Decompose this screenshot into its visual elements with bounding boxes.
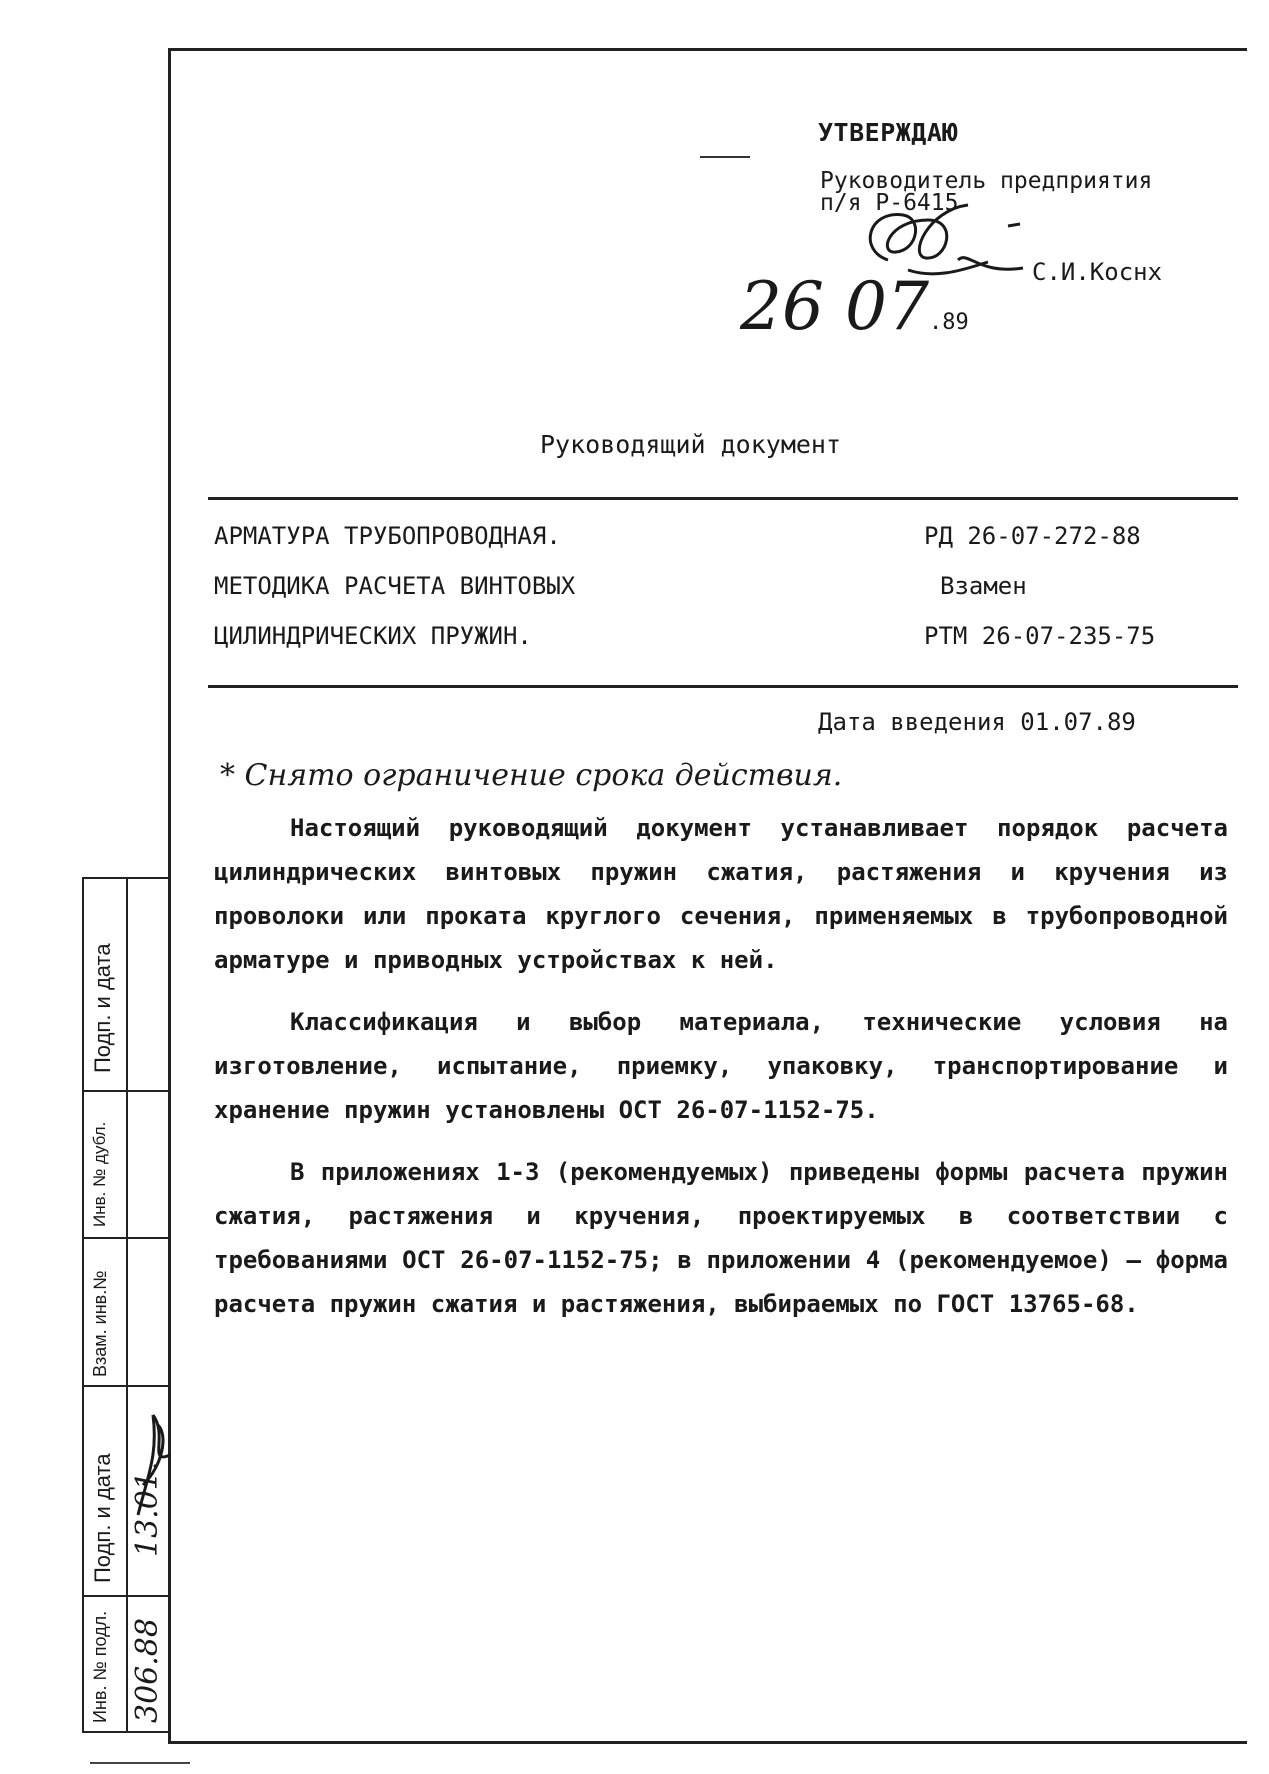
- approval-date: [740, 268, 969, 345]
- approval-date-handwritten: 26 07: [740, 268, 929, 345]
- title-line-1: АРМАТУРА ТРУБОПРОВОДНАЯ.: [214, 522, 561, 550]
- approval-date-year: .89: [928, 310, 969, 335]
- bottom-margin-mark: [90, 1762, 190, 1764]
- approval-heading: УТВЕРЖДАЮ: [818, 118, 958, 147]
- title-line-3: ЦИЛИНДРИЧЕСКИХ ПРУЖИН.: [214, 622, 532, 650]
- document-code: РД 26-07-272-88: [924, 522, 1141, 550]
- stamp-value-sign-date: 13.01.: [130, 1461, 165, 1557]
- stamp-field-sign-date-2: Подп. и дата: [90, 1453, 115, 1583]
- paragraph-2: Классификация и выбор материала, технические условия на изготовление, испытание, приемку, упаковку, транспортирование и хранение пружин установлены ОСТ 26-07-1152-75.: [214, 1008, 1228, 1124]
- introduction-date: Дата введения 01.07.89: [818, 708, 1136, 736]
- document-type: Руководящий документ: [540, 430, 842, 459]
- replaces-label: Взамен: [940, 572, 1027, 600]
- approval-position-line1: Руководитель предприятия: [820, 168, 1153, 194]
- stamp-field-dup-inv: Инв. № дубл.: [90, 1121, 109, 1227]
- paragraph-1: Настоящий руководящий документ устанавливает порядок расчета цилиндрических винтовых пружин сжатия, растяжения и кручения из проволоки или проката круглого сечения, применяемых в трубопроводной арматуре и приводных устройствах к ней.: [214, 814, 1228, 974]
- title-rule-top: [208, 497, 1238, 500]
- stamp-field-sign-date-1: Подп. и дата: [90, 943, 115, 1073]
- title-line-2: МЕТОДИКА РАСЧЕТА ВИНТОВЫХ: [214, 572, 576, 600]
- handwritten-note: * Снято ограничение срока действия.: [220, 758, 843, 793]
- stamp-value-orig-inv: 306.88: [130, 1618, 165, 1723]
- title-rule-bottom: [208, 685, 1238, 688]
- stamp-field-orig-inv: Инв. № подл.: [90, 1610, 110, 1723]
- approval-position-line2: п/я Р-6415: [820, 190, 959, 216]
- paragraph-3: В приложениях 1-3 (рекомендуемых) приведены формы расчета пружин сжатия, растяжения и кручения, проектируемых в соответствии с требованиями ОСТ 26-07-1152-75; в приложении 4 (рекомендуемое) — форма расчета пружин сжатия и растяжения, выбираемых по ГОСТ 13765-68.: [214, 1158, 1228, 1318]
- approval-signer: С.И.Коснх: [1032, 258, 1163, 286]
- side-stamp: [82, 877, 170, 1733]
- divider-dash: [700, 156, 750, 158]
- stamp-field-replaced-inv: Взам. инв.№: [90, 1270, 110, 1377]
- replaced-code: РТМ 26-07-235-75: [924, 622, 1156, 650]
- stamp-signature: [128, 1395, 178, 1525]
